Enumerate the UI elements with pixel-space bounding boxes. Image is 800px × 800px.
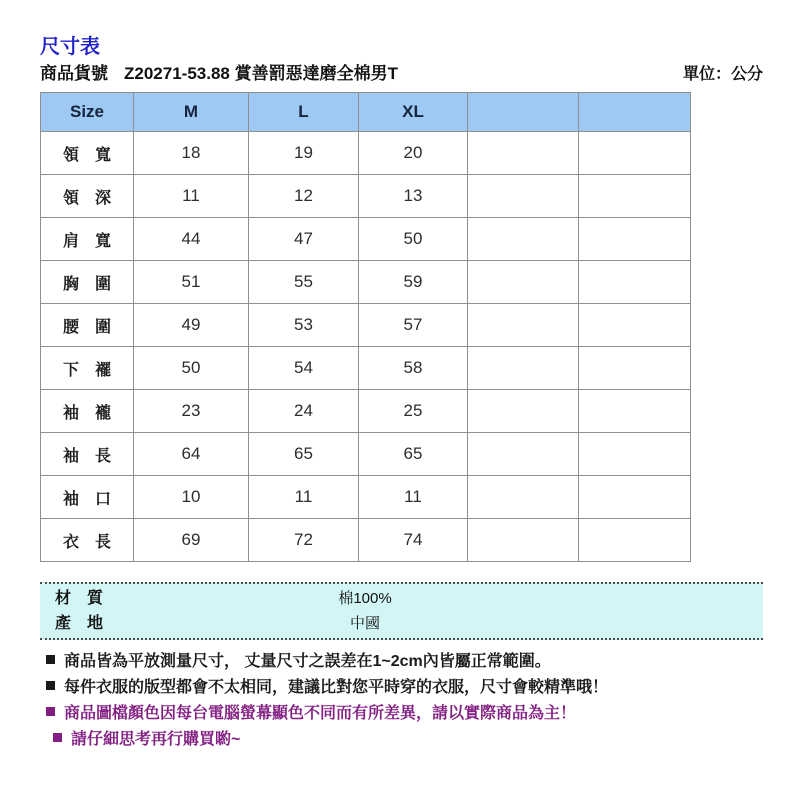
value-cell: 24: [249, 390, 359, 433]
value-cell: 50: [134, 347, 249, 390]
value-cell: [579, 304, 691, 347]
size-header-cell: [579, 93, 691, 132]
value-cell: [468, 347, 579, 390]
table-row: [41, 132, 691, 175]
value-cell: [579, 347, 691, 390]
size-header-cell: M: [134, 93, 249, 132]
value-cell: 59: [359, 261, 468, 304]
value-cell: 65: [359, 433, 468, 476]
size-table-body: [41, 132, 691, 562]
note-line: [46, 672, 608, 698]
value-cell: 49: [134, 304, 249, 347]
row-label-cell: 腰 圍: [41, 304, 134, 347]
value-cell: 11: [134, 175, 249, 218]
size-header-cell: Size: [41, 93, 134, 132]
row-label-cell: 衣 長: [41, 519, 134, 562]
value-cell: 50: [359, 218, 468, 261]
material-row-value: 棉100%: [338, 590, 392, 607]
value-cell: 72: [249, 519, 359, 562]
note-line: [46, 698, 608, 724]
value-cell: [579, 476, 691, 519]
value-cell: 57: [359, 304, 468, 347]
value-cell: 53: [249, 304, 359, 347]
product-code-value: Z20271-53.88 賞善罰惡達磨全棉男T: [124, 64, 398, 83]
value-cell: [468, 390, 579, 433]
square-bullet-icon: [53, 733, 62, 742]
table-row: [41, 390, 691, 433]
material-row: [40, 611, 763, 636]
table-row: [41, 347, 691, 390]
size-table: [40, 92, 691, 562]
row-label-cell: 下 襬: [41, 347, 134, 390]
value-cell: 55: [249, 261, 359, 304]
table-row: [41, 261, 691, 304]
size-header-cell: XL: [359, 93, 468, 132]
value-cell: [468, 519, 579, 562]
value-cell: [468, 476, 579, 519]
row-label-cell: 領 寬: [41, 132, 134, 175]
size-header-cell: [468, 93, 579, 132]
row-label-cell: 肩 寬: [41, 218, 134, 261]
value-cell: 11: [359, 476, 468, 519]
value-cell: [579, 175, 691, 218]
value-cell: 58: [359, 347, 468, 390]
value-cell: [579, 390, 691, 433]
size-header-cell: L: [249, 93, 359, 132]
note-text: 商品圖檔顏色因每台電腦螢幕顯色不同而有所差異，請以實際商品為主！: [64, 704, 577, 722]
page-title: 尺寸表: [40, 36, 100, 58]
table-row: [41, 433, 691, 476]
square-bullet-icon: [46, 707, 55, 716]
table-row: [41, 476, 691, 519]
square-bullet-icon: [46, 681, 55, 690]
unit-label: 單位：公分: [682, 66, 763, 83]
row-label-cell: 胸 圍: [41, 261, 134, 304]
value-cell: 18: [134, 132, 249, 175]
value-cell: [579, 261, 691, 304]
size-table-header-row: [41, 93, 691, 132]
table-row: [41, 519, 691, 562]
value-cell: [579, 218, 691, 261]
table-row: [41, 304, 691, 347]
product-info: [40, 59, 398, 84]
material-row-label: 產 地: [55, 615, 104, 632]
value-cell: [579, 433, 691, 476]
value-cell: 51: [134, 261, 249, 304]
product-row: [40, 59, 763, 84]
value-cell: 69: [134, 519, 249, 562]
note-text: 每件衣服的版型都會不太相同，建議比對您平時穿的衣服，尺寸會較精準哦！: [64, 678, 609, 696]
note-text: 商品皆為平放測量尺寸， 丈量尺寸之誤差在1~2cm內皆屬正常範圍。: [64, 652, 551, 670]
table-row: [41, 218, 691, 261]
value-cell: 12: [249, 175, 359, 218]
notes-list: [46, 646, 608, 750]
value-cell: [579, 519, 691, 562]
value-cell: [579, 132, 691, 175]
table-row: [41, 175, 691, 218]
value-cell: 20: [359, 132, 468, 175]
value-cell: [468, 218, 579, 261]
value-cell: 11: [249, 476, 359, 519]
material-row-label: 材 質: [55, 590, 104, 607]
value-cell: 25: [359, 390, 468, 433]
row-label-cell: 袖 襱: [41, 390, 134, 433]
value-cell: 10: [134, 476, 249, 519]
material-row-value: 中國: [349, 615, 380, 632]
row-label-cell: 袖 口: [41, 476, 134, 519]
value-cell: [468, 132, 579, 175]
value-cell: 54: [249, 347, 359, 390]
material-row: [40, 586, 763, 611]
value-cell: [468, 304, 579, 347]
value-cell: 64: [134, 433, 249, 476]
value-cell: [468, 175, 579, 218]
row-label-cell: 袖 長: [41, 433, 134, 476]
square-bullet-icon: [46, 655, 55, 664]
value-cell: 74: [359, 519, 468, 562]
value-cell: 47: [249, 218, 359, 261]
note-line: [46, 646, 608, 672]
value-cell: [468, 261, 579, 304]
product-code-label: 商品貨號: [40, 64, 108, 83]
value-cell: 13: [359, 175, 468, 218]
note-line: [53, 724, 608, 750]
value-cell: 44: [134, 218, 249, 261]
value-cell: [468, 433, 579, 476]
value-cell: 19: [249, 132, 359, 175]
note-text: 請仔細思考再行購買喲~: [71, 730, 241, 748]
value-cell: 65: [249, 433, 359, 476]
material-block: [40, 582, 763, 640]
value-cell: 23: [134, 390, 249, 433]
row-label-cell: 領 深: [41, 175, 134, 218]
